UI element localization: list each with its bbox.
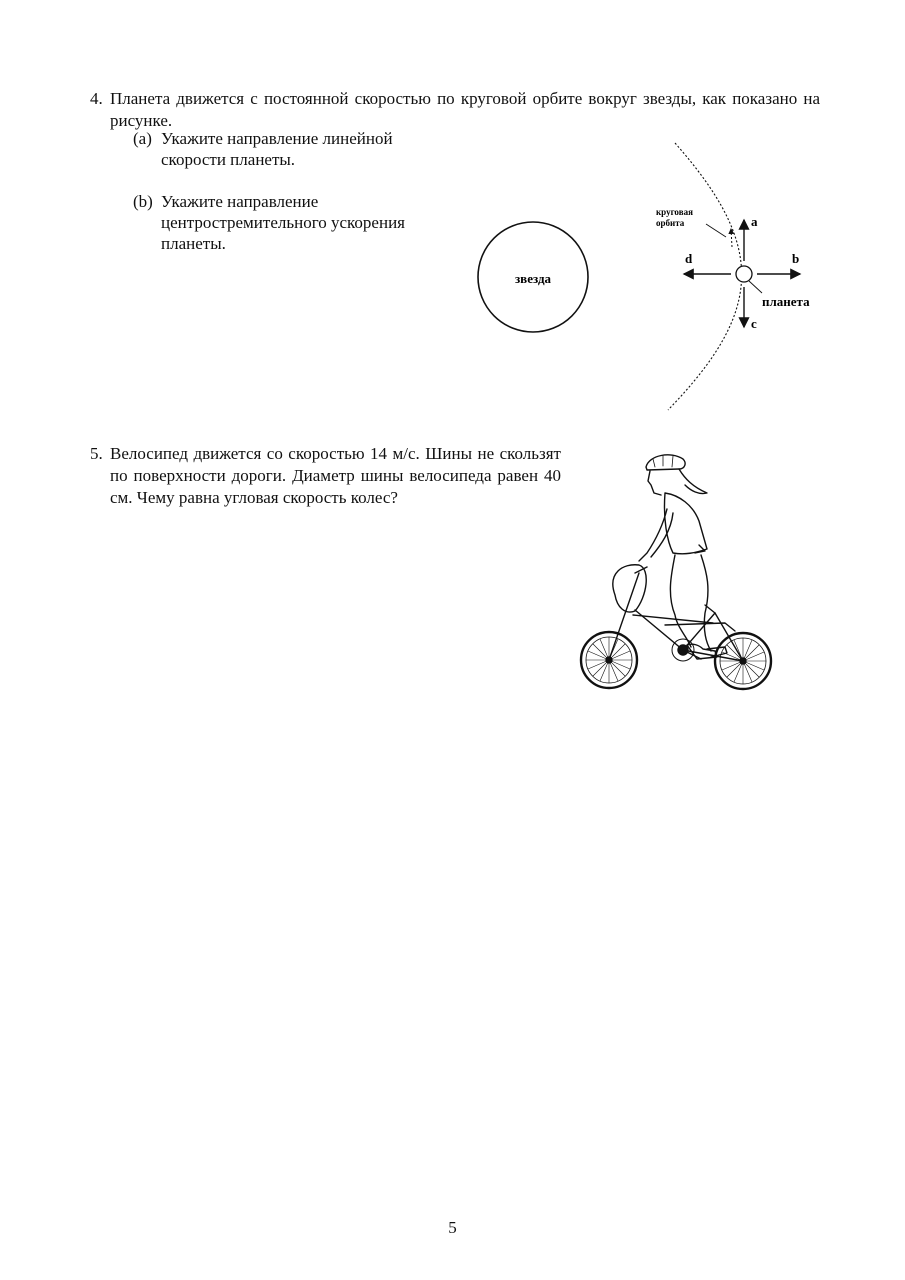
question-5-number: 5.: [90, 444, 103, 463]
question-4-number: 4.: [90, 89, 103, 108]
question-4-text: Планета движется с постоянной скоростью по круговой орбите вокруг звезды, как показано на рисунке.: [110, 89, 820, 130]
planet-circle: [736, 266, 752, 282]
bicycle-illustration: [575, 445, 780, 695]
arrow-b-label: b: [792, 251, 800, 266]
orbit-label-leader: [706, 224, 726, 237]
front-bag: [613, 565, 646, 612]
question-5-text: Велосипед движется со скоростью 14 м/с. Шины не скользят по поверхности дороги. Диаметр шины велосипеда равен 40 см. Чему равна угловая скорость колес?: [110, 444, 561, 507]
question-4: [90, 88, 820, 132]
arrow-c-label: c: [751, 316, 757, 331]
planet-label: планета: [762, 294, 810, 309]
orbit-direction-arrow: [731, 229, 732, 247]
orbit-label-line1: круговая: [656, 207, 693, 217]
part-a-label: (a): [133, 129, 152, 148]
orbit-diagram: [470, 135, 840, 420]
rider: [639, 455, 727, 659]
orbit-arc: [668, 143, 742, 410]
part-b-text: Укажите направление центростремительного ускорения планеты.: [161, 192, 405, 253]
star-label: звезда: [514, 271, 552, 286]
question-4-part-b: [133, 191, 433, 254]
arrow-d-label: d: [685, 251, 693, 266]
planet-label-leader: [749, 281, 762, 293]
orbit-label-line2: орбита: [656, 218, 685, 228]
part-a-text: Укажите направление линейной скорости планеты.: [161, 129, 393, 169]
arrow-a-label: a: [751, 214, 758, 229]
question-5: [90, 443, 561, 509]
part-b-label: (b): [133, 192, 153, 211]
page-number: 5: [448, 1218, 457, 1237]
question-4-part-a: [133, 128, 433, 170]
